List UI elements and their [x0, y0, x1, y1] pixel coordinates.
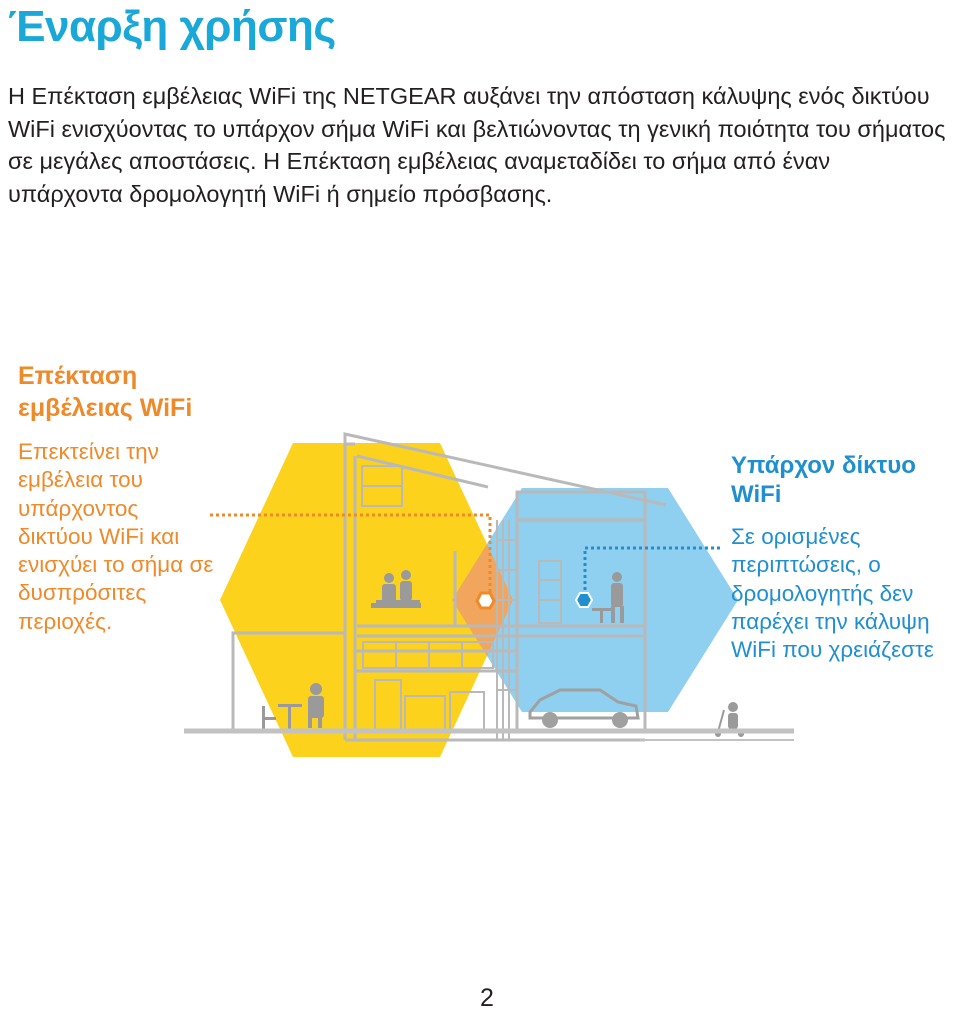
extender-callout-heading: Επέκταση εμβέλειας WiFi — [18, 362, 193, 422]
router-hexagon-icon — [576, 593, 592, 607]
page-title: Έναρξη χρήσης — [8, 2, 336, 51]
network-callout — [731, 451, 959, 664]
network-callout-body: Σε ορισμένες περιπτώσεις, ο δρομολογητής δεν παρέχει την κάλυψη WiFi που χρειάζεστε — [731, 524, 934, 663]
extender-callout-body: Επεκτείνει την εμβέλεια του υπάρχοντος δικτύου WiFi και ενισχύει το σήμα σε δυσπρόσιτες περιοχές. — [18, 439, 214, 634]
intro-paragraph: Η Επέκταση εμβέλειας WiFi της NETGEAR αυξάνει την απόσταση κάλυψης ενός δικτύου WiFi ενισχύοντας το υπάρχον σήμα WiFi και βελτιώνοντας τη γενική ποιότητα του σήματος σε μεγάλες αποστάσεις. Η Επέκταση εμβέλειας αναμεταδίδει το σήμα από έναν υπάρχοντα δρομολογητή WiFi ή σημείο πρόσβασης. — [8, 83, 946, 207]
page-number: 2 — [480, 984, 494, 1012]
network-callout-heading: Υπάρχον δίκτυο WiFi — [731, 452, 916, 508]
extender-hexagon-icon — [477, 593, 494, 608]
extender-callout — [18, 360, 218, 636]
